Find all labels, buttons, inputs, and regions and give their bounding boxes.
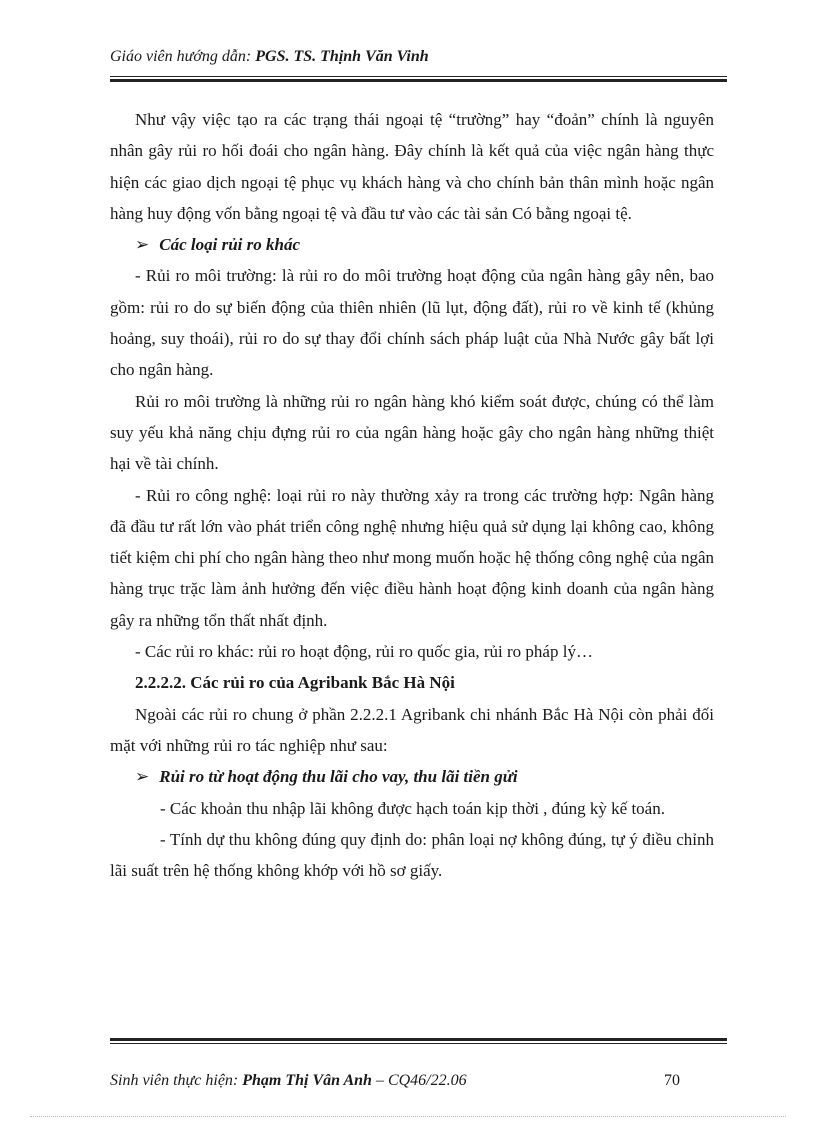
section-heading-agribank: 2.2.2.2. Các rủi ro của Agribank Bắc Hà Nội <box>135 673 455 693</box>
footer-prefix: Sinh viên thực hiện: <box>110 1072 243 1089</box>
paragraph-foreign-exchange: Như vậy việc tạo ra các trạng thái ngoại tệ “trường” hay “đoản” chính là nguyên nhân gây rủi ro hối đoái cho ngân hàng. Đây chính là kết quả của việc ngân hàng thực hiện các giao dịch ngoại tệ phục vụ khách hàng và cho chính bản thân mình hoặc ngân hàng huy động vốn bằng ngoại tệ và đầu tư vào các tài sản Có bằng ngoại tệ. <box>110 110 714 223</box>
arrow-bullet-icon: ➢ <box>135 235 150 255</box>
paragraph-interest-income: - Các khoản thu nhập lãi không được hạch toán kịp thời , đúng kỳ kế toán. <box>160 798 665 818</box>
arrow-bullet-icon: ➢ <box>135 767 150 787</box>
footer-rule-thick <box>110 1038 727 1041</box>
paragraph-environment-risk: - Rủi ro môi trường: là rủi ro do môi trường hoạt động của ngân hàng gây nên, bao gồm: rủi ro do sự biến động của thiên nhiên (lũ lụt, động đất), rủi ro về kinh tế (khủng hoảng, suy thoái), rủi ro do sự thay đổi chính sách pháp luật của Nhà Nước gây bất lợi cho ngân hàng. <box>110 266 714 380</box>
paragraph-accrual: - Tính dự thu không đúng quy định do: phân loại nợ không đúng, tự ý điều chỉnh lãi suất trên hệ thống không khớp với hồ sơ giấy. <box>110 829 714 881</box>
paragraph-other-risks: - Các rủi ro khác: rủi ro hoạt động, rủi ro quốc gia, rủi ro pháp lý… <box>135 642 593 662</box>
class-code: – CQ46/22.06 <box>371 1072 467 1089</box>
student-name: Phạm Thị Vân Anh <box>242 1072 372 1089</box>
header-rule-thick <box>110 79 727 82</box>
heading-interest-risk: ➢ Rủi ro từ hoạt động thu lãi cho vay, thu lãi tiền gửi <box>135 767 518 787</box>
page-header <box>110 48 429 66</box>
paragraph-technology-risk: - Rủi ro công nghệ: loại rủi ro này thường xảy ra trong các trường hợp: Ngân hàng đã đầu tư rất lớn vào phát triển công nghệ nhưng hiệu quả sử dụng lại không cao, không tiết kiệm chi phí cho ngân hàng theo như mong muốn hoặc hệ thống công nghệ của ngân hàng trục trặc làm ảnh hưởng đến việc điều hành hoạt động kinh doanh của ngân hàng gây ra những tổn thất nhất định. <box>110 485 714 630</box>
paragraph-agribank-risks: Ngoài các rủi ro chung ở phần 2.2.2.1 Agribank chi nhánh Bắc Hà Nội còn phải đối mặt với những rủi ro tác nghiệp như sau: <box>110 704 714 755</box>
footer-rule-thin <box>110 1043 727 1044</box>
page-number: 70 <box>664 1072 680 1089</box>
header-prefix: Giáo viên hướng dẫn: <box>110 48 256 65</box>
advisor-name: PGS. TS. Thịnh Văn Vinh <box>255 48 429 65</box>
page-body <box>110 104 714 886</box>
header-rule-thin <box>110 76 727 77</box>
paragraph-environment-risk-2: Rủi ro môi trường là những rủi ro ngân hàng khó kiểm soát được, chúng có thể làm suy yếu khả năng chịu đựng rủi ro của ngân hàng hoặc gây cho ngân hàng những thiệt hại về tài chính. <box>110 391 714 474</box>
page-boundary <box>30 1116 786 1117</box>
heading-other-risks: ➢ Các loại rủi ro khác <box>135 235 300 255</box>
page-footer <box>110 1072 467 1090</box>
